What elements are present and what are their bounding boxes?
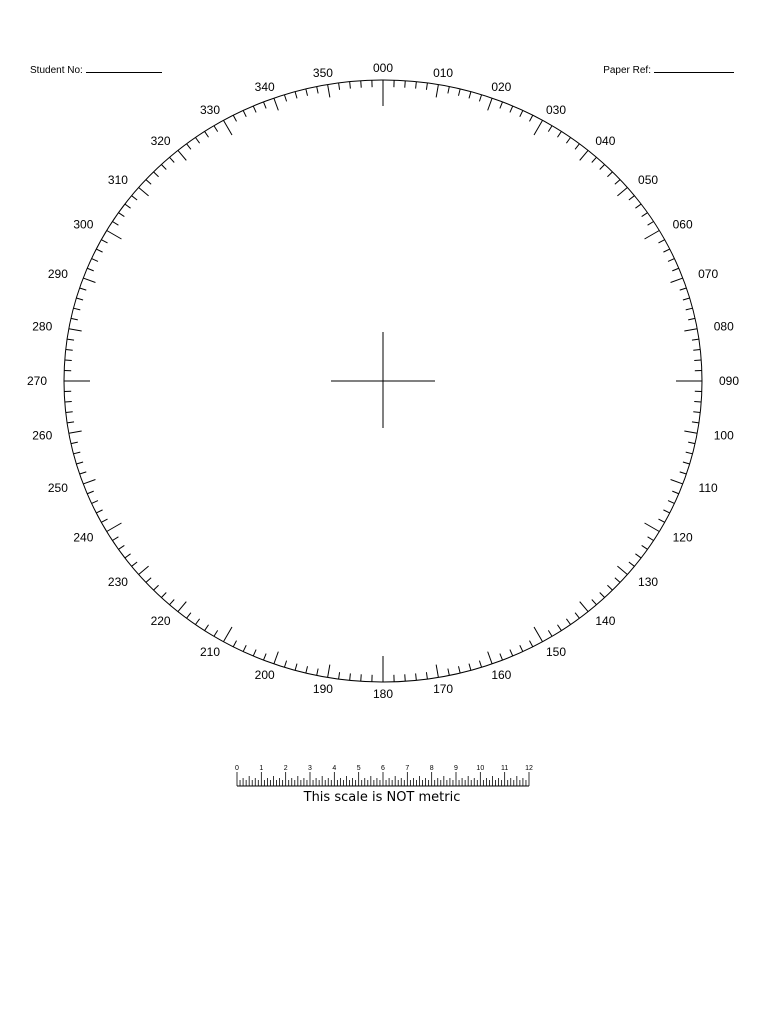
compass-tick [328,665,330,678]
compass-tick [617,566,627,574]
compass-tick [642,545,648,549]
compass-tick [80,288,87,290]
compass-tick [680,288,687,290]
ruler-label: 4 [332,765,337,772]
compass-tick [500,102,503,108]
compass-tick [548,126,552,132]
compass-tick [83,278,95,282]
compass-tick [80,472,87,474]
bearing-label: 320 [150,134,171,149]
compass-tick [529,641,532,647]
compass-tick [600,592,605,597]
bearing-label: 200 [254,668,275,683]
compass-tick [96,510,102,513]
compass-tick [458,89,460,96]
ruler-caption: This scale is NOT metric [303,790,461,805]
compass-tick [684,329,697,331]
bearing-label: 250 [47,481,68,496]
ruler-label: 0 [235,765,239,772]
bearing-label: 180 [372,687,394,701]
compass-tick [66,350,73,351]
compass-tick [69,431,82,433]
compass-tick [683,462,690,464]
compass-tick [592,599,597,604]
compass-tick [264,654,267,660]
bearing-label: 170 [433,682,454,697]
compass-tick [629,562,635,566]
compass-tick [416,673,417,680]
compass-tick [642,213,648,217]
compass-tick [607,585,612,590]
compass-tick [658,519,664,522]
compass-tick [107,231,122,240]
compass-tick [119,545,125,549]
compass-tick [178,602,186,612]
compass-tick [196,619,200,625]
compass-tick [684,431,697,433]
compass-tick [67,339,74,340]
ruler-label: 9 [454,765,458,772]
bearing-label: 140 [595,613,616,628]
compass-tick [488,98,492,110]
compass-tick [119,213,125,217]
compass-tick [339,83,340,90]
compass-tick [71,442,78,443]
ruler-label: 12 [525,765,533,772]
center-crosshair [331,332,435,428]
compass-tick [170,157,175,162]
compass-tick [672,491,678,494]
compass-tick [328,85,330,98]
compass-tick [83,480,95,484]
bearing-label: 240 [73,530,94,545]
bearing-label: 220 [150,613,171,628]
compass-tick [672,268,678,271]
ruler-label: 10 [476,765,485,772]
bearing-label: 130 [638,575,659,590]
compass-tick [196,137,200,143]
compass-tick [112,221,118,225]
compass-tick [233,641,236,647]
bearing-label: 110 [698,481,718,496]
compass-tick [295,92,297,99]
compass-tick [69,329,82,331]
paper-ref-label: Paper Ref: [603,65,651,76]
compass-tick [139,188,149,196]
compass-tick [92,501,98,504]
ruler-label: 8 [429,765,434,772]
ruler-label: 2 [283,765,288,772]
compass-tick [658,240,664,243]
compass-tick [448,669,449,676]
compass-tick [274,652,278,664]
compass-tick [67,422,74,423]
bearing-label: 260 [32,428,53,443]
compass-tick [548,630,552,636]
compass-tick [580,150,588,160]
compass-tick [635,554,641,558]
bearing-label: 070 [698,266,719,281]
bearing-label: 120 [672,530,693,545]
compass-tick [686,308,693,310]
compass-tick [663,510,669,513]
bearing-label: 230 [107,575,128,590]
compass-tick [488,652,492,664]
compass-tick [668,501,674,504]
compass-tick [284,95,286,102]
compass-tick [146,180,151,185]
compass-tick [479,95,481,102]
compass-tick [243,110,246,116]
compass-tick [615,180,620,185]
bearing-label: 000 [372,61,394,75]
bearing-label: 340 [254,79,275,94]
compass-tick [96,249,102,252]
bearing-label: 310 [107,172,128,187]
bearing-label: 100 [713,428,734,443]
compass-tick [306,89,308,96]
compass-tick [317,669,318,676]
bearing-label: 010 [433,65,454,80]
compass-tick [317,87,318,94]
bearing-label: 270 [26,374,48,388]
compass-tick [615,578,620,583]
bearing-label: 030 [545,102,567,117]
compass-tick [557,625,561,631]
compass-tick [101,519,107,522]
compass-tick [339,672,340,679]
compass-tick [187,144,191,150]
bearing-label: 280 [32,319,53,334]
compass-tick [510,650,513,656]
compass-tick [648,221,654,225]
compass-tick [101,240,107,243]
compass-tick [253,650,256,656]
compass-tick [566,619,570,625]
compass-tick [132,196,138,200]
compass-tick [146,578,151,583]
compass-tick [600,164,605,169]
compass-tick [350,673,351,680]
compass-tick [224,120,233,135]
compass-tick [233,115,236,121]
compass-tick [426,83,427,90]
compass-tick [688,442,695,443]
compass-tick [112,537,118,541]
compass-tick [187,613,191,619]
compass-tick [469,92,471,99]
compass-tick [161,592,166,597]
compass-tick [693,350,700,351]
compass-tick [71,318,78,319]
compass-tick [448,87,449,94]
compass-tick [154,585,159,590]
compass-tick [635,204,641,208]
compass-tick [645,231,660,240]
bearing-label: 190 [312,682,333,697]
compass-tick [66,412,73,413]
compass-tick [692,339,699,340]
bearing-label: 060 [672,217,693,232]
compass-tick [683,298,690,300]
compass-tick [479,661,481,668]
compass-tick [436,85,438,98]
compass-tick [125,554,131,558]
compass-tick [416,82,417,89]
compass-tick [92,259,98,262]
compass-tick [680,472,687,474]
compass-tick [458,666,460,673]
bearing-label: 290 [47,266,68,281]
ruler-label: 11 [501,765,509,772]
compass-tick [671,278,683,282]
compass-tick [520,110,523,116]
bearing-label: 300 [73,217,94,232]
compass-tick [500,654,503,660]
compass-tick [510,106,513,112]
compass-tick [253,106,256,112]
compass-tick [692,422,699,423]
compass-tick [534,120,543,135]
compass-tick [132,562,138,566]
compass-tick [205,625,209,631]
compass-tick [648,537,654,541]
compass-tick [350,82,351,89]
compass-tick [205,131,209,137]
compass-tick [688,318,695,319]
compass-tick [76,298,83,300]
ruler-label: 6 [381,765,385,772]
compass-tick [284,661,286,668]
compass-tick [580,602,588,612]
ruler-label: 5 [356,765,361,772]
compass-tick [161,164,166,169]
bearing-label: 150 [545,645,567,660]
compass-tick [264,102,267,108]
compass-tick [436,665,438,678]
compass-tick [566,137,570,143]
bearing-label: 330 [199,102,221,117]
compass-tick [645,523,660,532]
compass-tick [224,627,233,642]
compass-tick [469,664,471,671]
compass-tick [534,627,543,642]
compass-tick [73,452,80,454]
compass-tick [107,523,122,532]
bearing-label: 050 [638,172,659,187]
compass-tick [295,664,297,671]
compass-tick [214,630,218,636]
compass-tick [87,491,93,494]
compass-tick [139,566,149,574]
bearing-label: 350 [312,65,333,80]
bearing-label: 090 [718,374,740,388]
bearing-label: 160 [491,668,512,683]
compass-tick [170,599,175,604]
compass-tick [520,645,523,651]
bearing-label: 210 [199,645,221,660]
compass-tick [607,172,612,177]
bearing-label: 040 [595,134,616,149]
compass-tick [154,172,159,177]
compass-tick [214,126,218,132]
compass-tick [557,131,561,137]
ruler-label: 3 [308,765,312,772]
compass-tick [73,308,80,310]
ruler-label: 7 [405,765,410,772]
ruler-label: 1 [259,765,264,772]
compass-tick [592,157,597,162]
compass-tick [529,115,532,121]
bearing-label: 020 [491,79,512,94]
bearing-label: 080 [713,319,734,334]
compass-tick [686,452,693,454]
compass-tick [178,150,186,160]
compass-tick [668,259,674,262]
compass-tick [76,462,83,464]
student-number-label: Student No: [30,65,83,76]
compass-tick [671,480,683,484]
compass-tick [125,204,131,208]
compass-tick [306,666,308,673]
compass-tick [243,645,246,651]
compass-tick [274,98,278,110]
compass-tick [575,613,579,619]
compass-tick [617,188,627,196]
compass-tick [693,412,700,413]
compass-tick [87,268,93,271]
compass-tick [575,144,579,150]
compass-tick [426,672,427,679]
compass-tick [629,196,635,200]
compass-tick [663,249,669,252]
